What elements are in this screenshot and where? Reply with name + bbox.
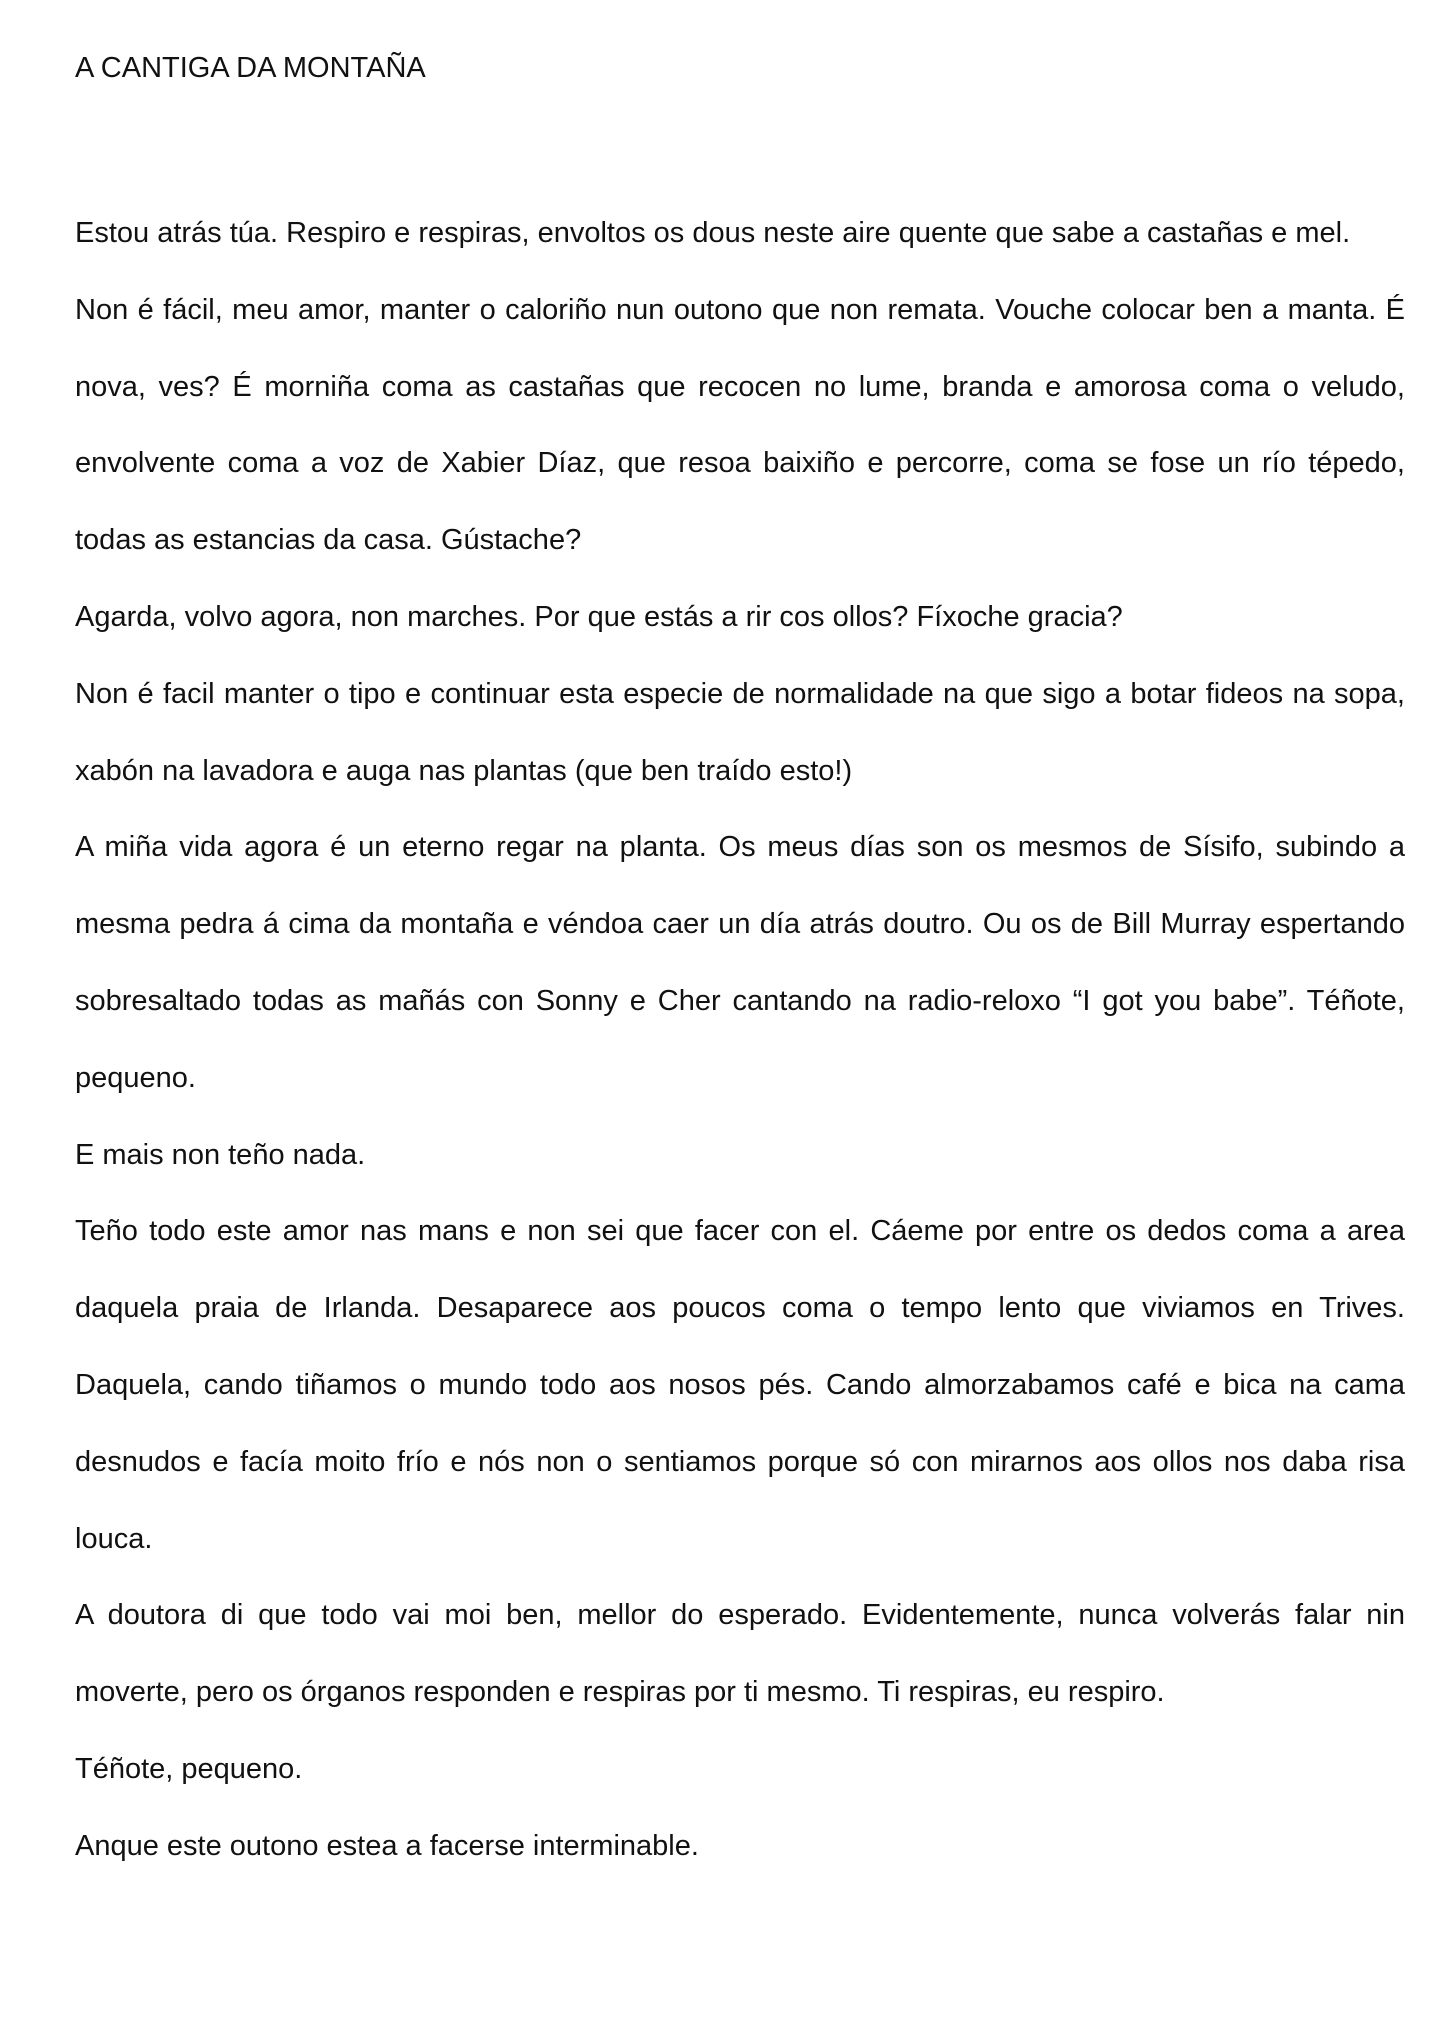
paragraph: Teño todo este amor nas mans e non sei que facer con el. Cáeme por entre os dedos coma a area daquela praia de Irlanda. Desaparece aos poucos coma o tempo lento que viviamos en Trives. Daquela, cando tiñamos o mundo todo aos nosos pés. Cando almorzabamos café e bica na cama desnudos e facía moito frío e nós non o sentiamos porque só con mirarnos aos ollos nos daba risa louca.	[75, 1215, 1405, 1555]
paragraph: A miña vida agora é un eterno regar na planta. Os meus días son os mesmos de Sísifo, subindo a mesma pedra á cima da montaña e véndoa caer un día atrás doutro. Ou os de Bill Murray espertando sobresaltado todas as mañás con Sonny e Cher cantando na radio-reloxo “I got you babe”. Téñote, pequeno.	[75, 831, 1405, 1094]
document-title: A CANTIGA DA MONTAÑA	[75, 52, 426, 84]
paragraph: Non é facil manter o tipo e continuar esta especie de normalidade na que sigo a botar fideos na sopa, xabón na lavadora e auga nas plantas (que ben traído esto!)	[75, 677, 1405, 787]
paragraph: Anque este outono estea a facerse interminable.	[75, 1829, 699, 1862]
paragraph: Agarda, volvo agora, non marches. Por que estás a rir cos ollos? Fíxoche gracia?	[75, 600, 1123, 633]
paragraph: Estou atrás túa. Respiro e respiras, envoltos os dous neste aire quente que sabe a castañas e mel.	[75, 217, 1351, 249]
document-body	[75, 195, 1405, 1885]
paragraph: Non é fácil, meu amor, manter o caloriño nun outono que non remata. Vouche colocar ben a manta. É nova, ves? É morniña coma as castañas que recocen no lume, branda e amorosa coma o veludo, envolvente coma a voz de Xabier Díaz, que resoa baixiño e percorre, coma se fose un río tépedo, todas as estancias da casa. Gústache?	[75, 293, 1405, 557]
paragraph: A doutora di que todo vai moi ben, mellor do esperado. Evidentemente, nunca volverás falar nin moverte, pero os órganos responden e respiras por ti mesmo. Ti respiras, eu respiro.	[75, 1599, 1405, 1709]
paragraph: E mais non teño nada.	[75, 1138, 366, 1171]
paragraph: Téñote, pequeno.	[75, 1752, 303, 1785]
